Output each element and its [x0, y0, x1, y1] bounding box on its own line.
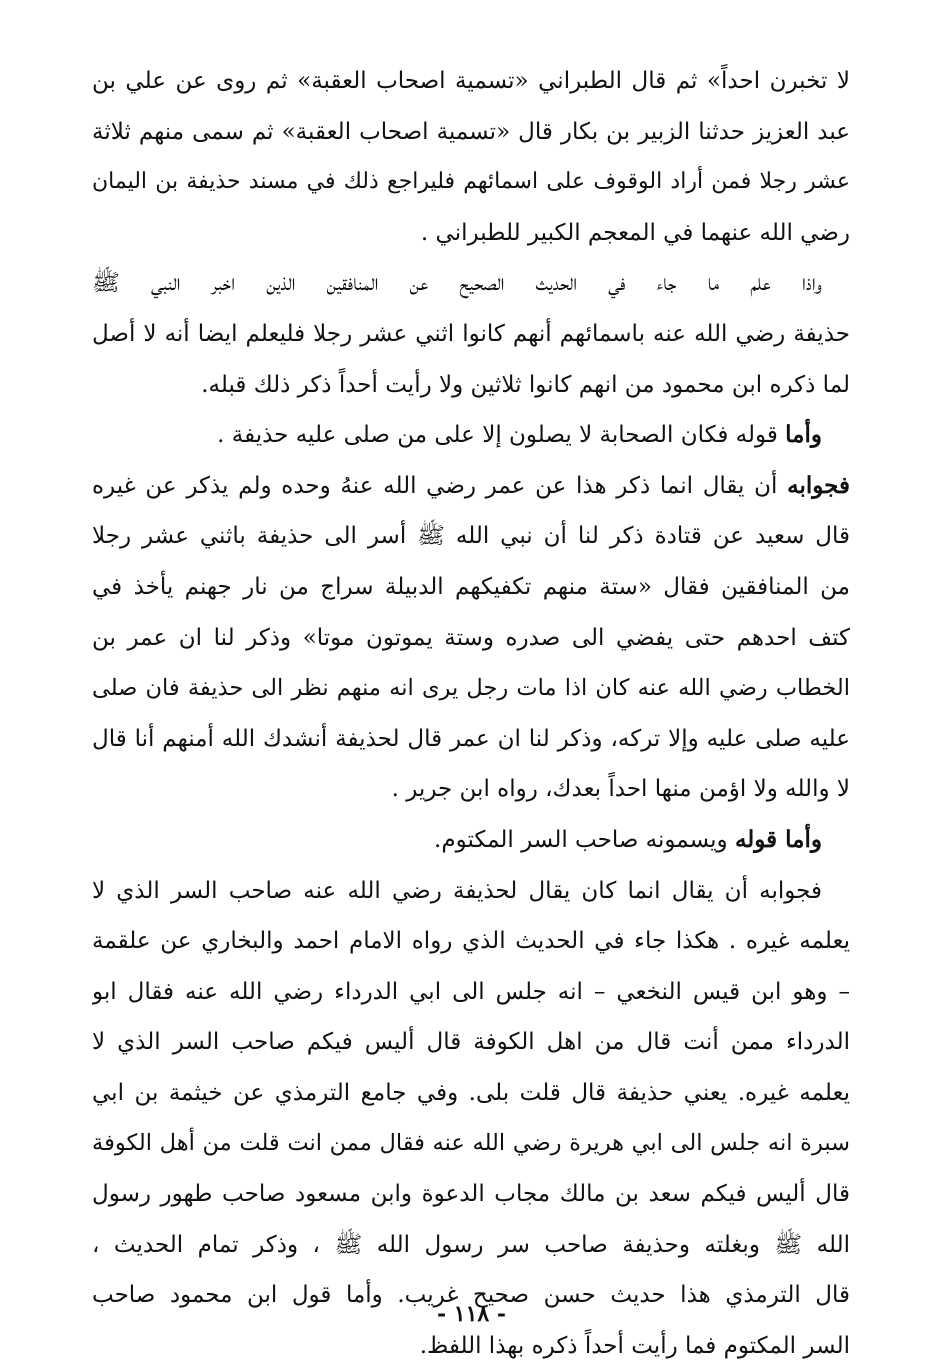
- text-line: [92, 1321, 850, 1371]
- text-line: [92, 511, 850, 562]
- text-line: [92, 866, 850, 917]
- text-run: السر المكتوم فما رأيت أحداً ذكره بهذا اللفظ.: [419, 1332, 850, 1359]
- text-run: – وهو ابن قيس النخعي – انه جلس الى ابي الدرداء رضي الله عنه فقال ابو: [92, 978, 850, 1005]
- text-run: قال الترمذي هذا حديث حسن صحيح غريب. وأما قول ابن محمود صاحب: [92, 1282, 850, 1309]
- text-run: يعلمه غيره . هكذا جاء في الحديث الذي رواه الامام احمد والبخاري عن علقمة: [92, 928, 850, 955]
- text-run: ويسمونه صاحب السر المكتوم.: [434, 826, 735, 853]
- text-line: [92, 309, 850, 360]
- text-run: سبرة انه جلس الى ابي هريرة رضي الله عنه فقال ممن انت قلت من أهل الكوفة: [92, 1130, 850, 1157]
- text-line: [92, 1068, 850, 1119]
- text-line: [92, 764, 850, 815]
- text-run: لما ذكره ابن محمود من انهم كانوا ثلاثين ولا رأيت أحداً ذكر ذلك قبله.: [201, 371, 850, 398]
- text-run: لا والله ولا اؤمن منها احداً بعدك، رواه ابن جرير .: [391, 776, 850, 803]
- text-run: واذا علم ما جاء في الحديث الصحيح عن المنافقين الذين اخبر النبي ﷺ: [92, 270, 822, 297]
- text-run: عبد العزيز حدثنا الزبير بن بكار قال «تسمية اصحاب العقبة» ثم سمى منهم ثلاثة: [92, 118, 850, 145]
- text-run: عليه صلى عليه وإلا تركه، وذكر لنا ان عمر قال لحذيفة أنشدك الله أمنهم أنا قال: [92, 725, 850, 752]
- text-run: يعلمه غيره. يعني حذيفة قال قلت بلى. وفي جامع الترمذي عن خيثمة بن ابي: [92, 1079, 850, 1106]
- text-line: [92, 1118, 850, 1169]
- text-run: الخطاب رضي الله عنه كان اذا مات رجل يرى انه منهم نظر الى حذيفة فان صلى: [92, 675, 850, 702]
- text-line: [92, 157, 850, 208]
- text-line: [92, 967, 850, 1018]
- text-run: حذيفة رضي الله عنه باسمائهم أنهم كانوا اثني عشر رجلا فليعلم ايضا أنه لا أصل: [92, 320, 850, 347]
- text-run: لا تخبرن احداً» ثم قال الطبراني «تسمية اصحاب العقبة» ثم روى عن علي بن: [92, 68, 850, 94]
- bold-keyword: وأما قوله: [734, 825, 822, 853]
- text-line: [92, 360, 850, 411]
- bold-keyword: فجوابه: [787, 471, 850, 499]
- text-run: أن يقال انما ذكر هذا عن عمر رضي الله عنهُ وحده ولم يذكر عن غيره: [92, 472, 788, 499]
- text-run: كتف احدهم حتى يفضي الى صدره وستة يموتون موتا» وذكر لنا ان عمر بن: [92, 624, 850, 651]
- text-line: [92, 107, 850, 158]
- text-line: [92, 1220, 850, 1271]
- text-line: [92, 56, 850, 107]
- text-line: [92, 461, 850, 512]
- text-run: قال سعيد عن قتادة ذكر لنا أن نبي الله ﷺ أسر الى حذيفة باثني عشر رجلا: [92, 523, 850, 550]
- text-line: [92, 562, 850, 613]
- text-line: [92, 916, 850, 967]
- text-run: عشر رجلا فمن أراد الوقوف على اسمائهم فليراجع ذلك في مسند حذيفة بن اليمان: [92, 169, 850, 195]
- text-line: [92, 714, 850, 765]
- bold-keyword: وأما: [785, 421, 822, 449]
- text-line: [92, 1169, 850, 1220]
- text-run: الله ﷺ وبغلته وحذيفة صاحب سر رسول الله ﷺ ، وذكر تمام الحديث ،: [92, 1231, 850, 1258]
- text-line: [92, 613, 850, 664]
- text-line: [92, 410, 850, 461]
- text-line: [92, 208, 850, 259]
- text-run: من المنافقين فقال «ستة منهم تكفيكهم الدبيلة سراج من نار جهنم يأخذ في: [92, 573, 850, 600]
- text-run: قوله فكان الصحابة لا يصلون إلا على من صلى عليه حذيفة .: [217, 422, 786, 449]
- text-line: [92, 1017, 850, 1068]
- text-run: فجوابه أن يقال انما كان يقال لحذيفة رضي الله عنه صاحب السر الذي لا: [92, 877, 822, 904]
- text-run: رضي الله عنهما في المعجم الكبير للطبراني .: [420, 219, 850, 246]
- body-text: [92, 56, 850, 1371]
- text-line: [92, 258, 850, 309]
- page-number: - ١١٨ -: [436, 1301, 507, 1327]
- text-run: قال أليس فيكم سعد بن مالك مجاب الدعوة وابن مسعود صاحب طهور رسول: [92, 1181, 850, 1208]
- text-run: الدرداء ممن أنت قال من اهل الكوفة قال أليس فيكم صاحب السر الذي لا: [92, 1029, 850, 1056]
- text-line: [92, 663, 850, 714]
- text-line: [92, 815, 850, 866]
